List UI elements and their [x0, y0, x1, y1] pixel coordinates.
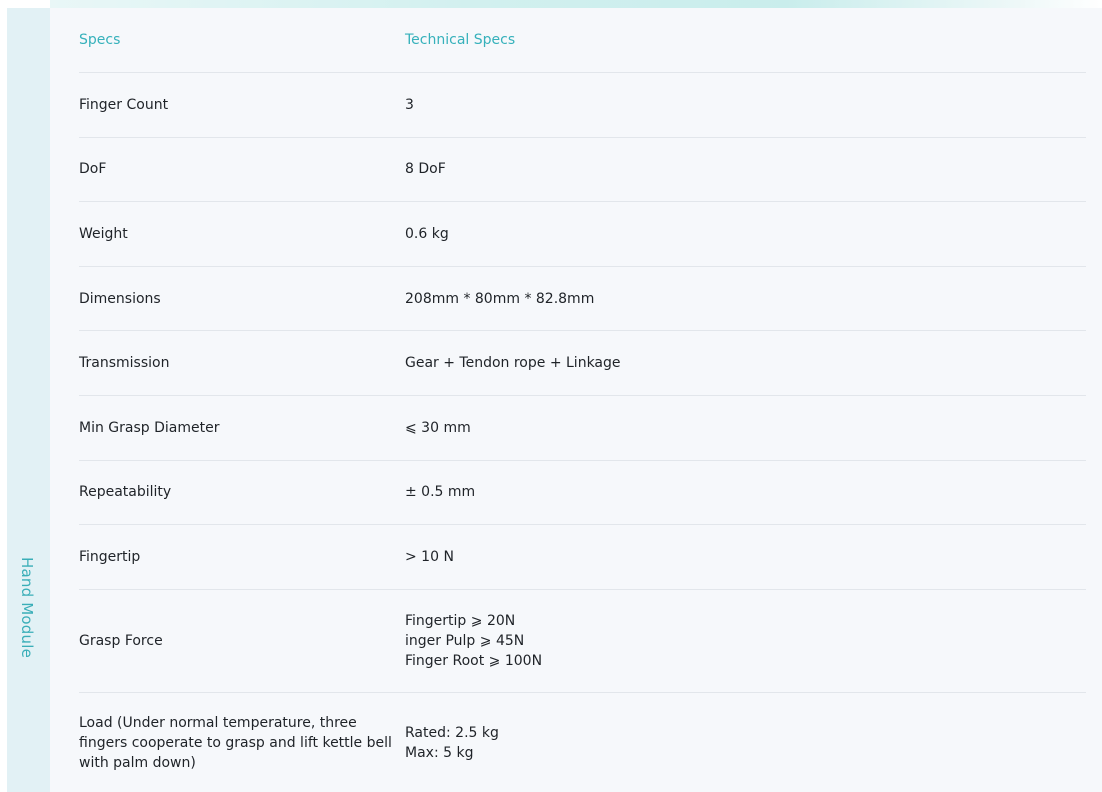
table-row [79, 138, 1086, 203]
spec-value: > 10 N [405, 548, 454, 565]
spec-value: Gear + Tendon rope + Linkage [405, 355, 621, 372]
header-value: Technical Specs [405, 32, 516, 48]
table-row [79, 693, 1086, 792]
table-row [79, 590, 1086, 693]
spec-value: ⩽ 30 mm [405, 419, 471, 436]
spec-value-line: Finger Root ⩾ 100N [405, 652, 543, 669]
specs-panel [50, 8, 1102, 792]
spec-name: DoF [79, 161, 107, 178]
specs-table [79, 8, 1086, 792]
spec-name: Repeatability [79, 484, 172, 501]
section-side-band [7, 8, 50, 792]
spec-value: ± 0.5 mm [405, 484, 476, 501]
spec-name: Finger Count [79, 96, 169, 113]
spec-name: Dimensions [79, 290, 161, 307]
table-row [79, 267, 1086, 332]
spec-value: 8 DoF [405, 161, 446, 178]
header-spec: Specs [79, 32, 121, 48]
spec-name: Load (Under normal temperature, three fingers cooperate to grasp and lift kettle bell with palm down) [79, 714, 392, 771]
table-row [79, 73, 1086, 138]
spec-name: Min Grasp Diameter [79, 419, 220, 436]
spec-value [405, 723, 1086, 763]
table-header-row [79, 8, 1086, 73]
spec-value-line: inger Pulp ⩾ 45N [405, 632, 525, 649]
spec-name: Grasp Force [79, 632, 163, 649]
spec-value [405, 611, 1086, 671]
spec-name: Transmission [79, 355, 170, 372]
spec-name: Fingertip [79, 548, 141, 565]
spec-value: 0.6 kg [405, 225, 449, 242]
spec-value-line: Max: 5 kg [405, 744, 474, 761]
spec-value: 3 [405, 96, 414, 113]
top-gradient-strip [50, 0, 1102, 8]
spec-value-line: Rated: 2.5 kg [405, 724, 499, 741]
table-row [79, 525, 1086, 590]
spec-value: 208mm * 80mm * 82.8mm [405, 290, 595, 307]
spec-name: Weight [79, 225, 128, 242]
section-label: Hand Module [18, 557, 36, 659]
spec-value-line: Fingertip ⩾ 20N [405, 612, 516, 629]
table-row [79, 396, 1086, 461]
table-row [79, 202, 1086, 267]
table-row [79, 331, 1086, 396]
table-row [79, 461, 1086, 526]
